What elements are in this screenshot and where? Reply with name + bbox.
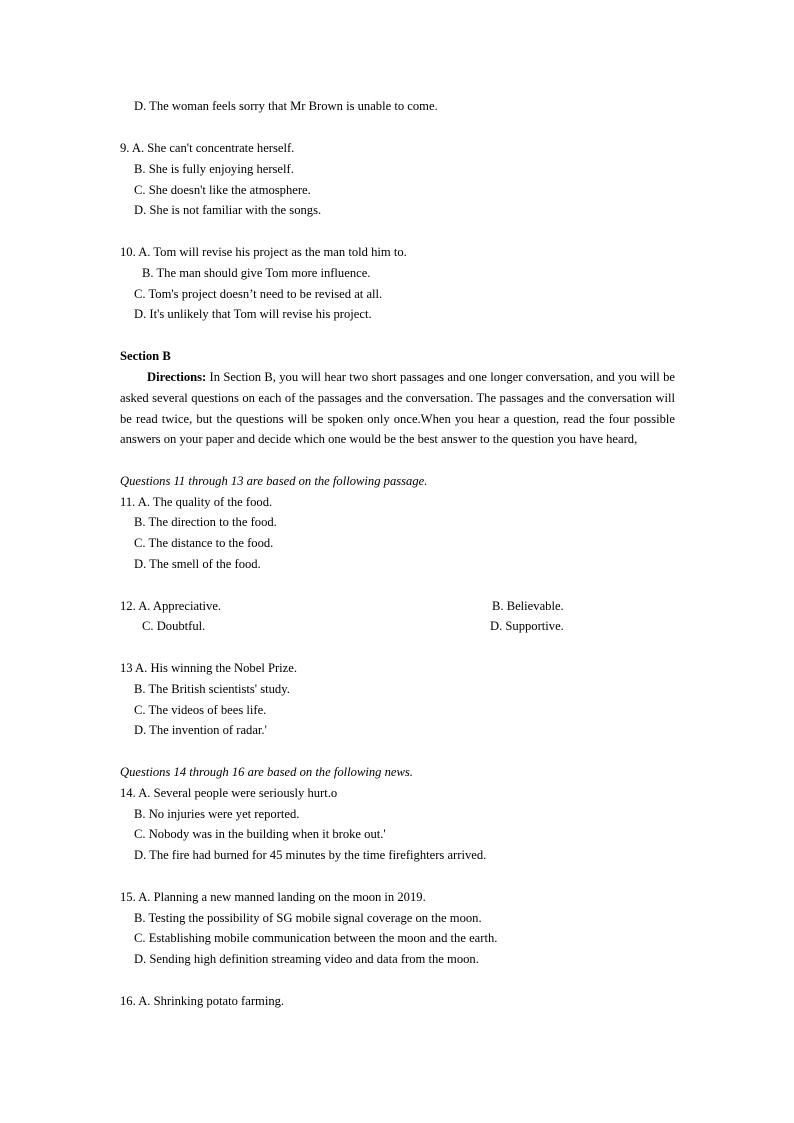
- q12-option-d: D. Supportive.: [490, 619, 564, 633]
- q14-option-b: B. No injuries were yet reported.: [134, 807, 300, 821]
- section-b-heading: Section B: [120, 349, 171, 363]
- passage-note: Questions 11 through 13 are based on the following passage.: [120, 474, 428, 488]
- q14-option-a: 14. A. Several people were seriously hurt.o: [120, 786, 338, 800]
- q13-option-b: B. The British scientists' study.: [134, 682, 290, 696]
- q15-option-d: D. Sending high definition streaming video and data from the moon.: [134, 952, 479, 966]
- q12-option-c: C. Doubtful.: [142, 619, 206, 633]
- q9-option-b: B. She is fully enjoying herself.: [134, 162, 294, 176]
- q11-option-d: D. The smell of the food.: [134, 557, 261, 571]
- q11-option-a: 11. A. The quality of the food.: [120, 495, 273, 509]
- q10-option-a: 10. A. Tom will revise his project as the man told him to.: [120, 245, 407, 259]
- q9-option-c: C. She doesn't like the atmosphere.: [134, 183, 311, 197]
- section-b-directions: [120, 367, 675, 450]
- q14-option-c: C. Nobody was in the building when it broke out.': [134, 827, 386, 841]
- q12-option-b: B. Believable.: [492, 599, 564, 613]
- q12-option-a: 12. A. Appreciative.: [120, 599, 222, 613]
- q9-option-a: 9. A. She can't concentrate herself.: [120, 141, 295, 155]
- q8-option-d: D. The woman feels sorry that Mr Brown is unable to come.: [134, 99, 438, 113]
- q11-option-c: C. The distance to the food.: [134, 536, 274, 550]
- q15-option-a: 15. A. Planning a new manned landing on the moon in 2019.: [120, 890, 426, 904]
- q13-option-d: D. The invention of radar.': [134, 723, 267, 737]
- q10-option-d: D. It's unlikely that Tom will revise his project.: [134, 307, 372, 321]
- q14-option-d: D. The fire had burned for 45 minutes by the time firefighters arrived.: [134, 848, 487, 862]
- directions-label: Directions:: [147, 370, 207, 384]
- q16-option-a: 16. A. Shrinking potato farming.: [120, 994, 285, 1008]
- q10-option-c: C. Tom's project doesn’t need to be revised at all.: [134, 287, 383, 301]
- q10-option-b: B. The man should give Tom more influence.: [142, 266, 371, 280]
- q11-option-b: B. The direction to the food.: [134, 515, 277, 529]
- q15-option-c: C. Establishing mobile communication between the moon and the earth.: [134, 931, 498, 945]
- directions-text: In Section B, you will hear two short passages and one longer conversation, and you will be asked several questions on each of the passages and the conversation. The passages and the conversation will be read twice, but the questions will be spoken only once.When you hear a question, read the four possible answers on your paper and decide which one would be the best answer to the question you have heard,: [120, 370, 675, 447]
- q15-option-b: B. Testing the possibility of SG mobile signal coverage on the moon.: [134, 911, 482, 925]
- q9-option-d: D. She is not familiar with the songs.: [134, 203, 322, 217]
- q13-option-c: C. The videos of bees life.: [134, 703, 267, 717]
- q13-option-a: 13 A. His winning the Nobel Prize.: [120, 661, 297, 675]
- news-note: Questions 14 through 16 are based on the following news.: [120, 765, 413, 779]
